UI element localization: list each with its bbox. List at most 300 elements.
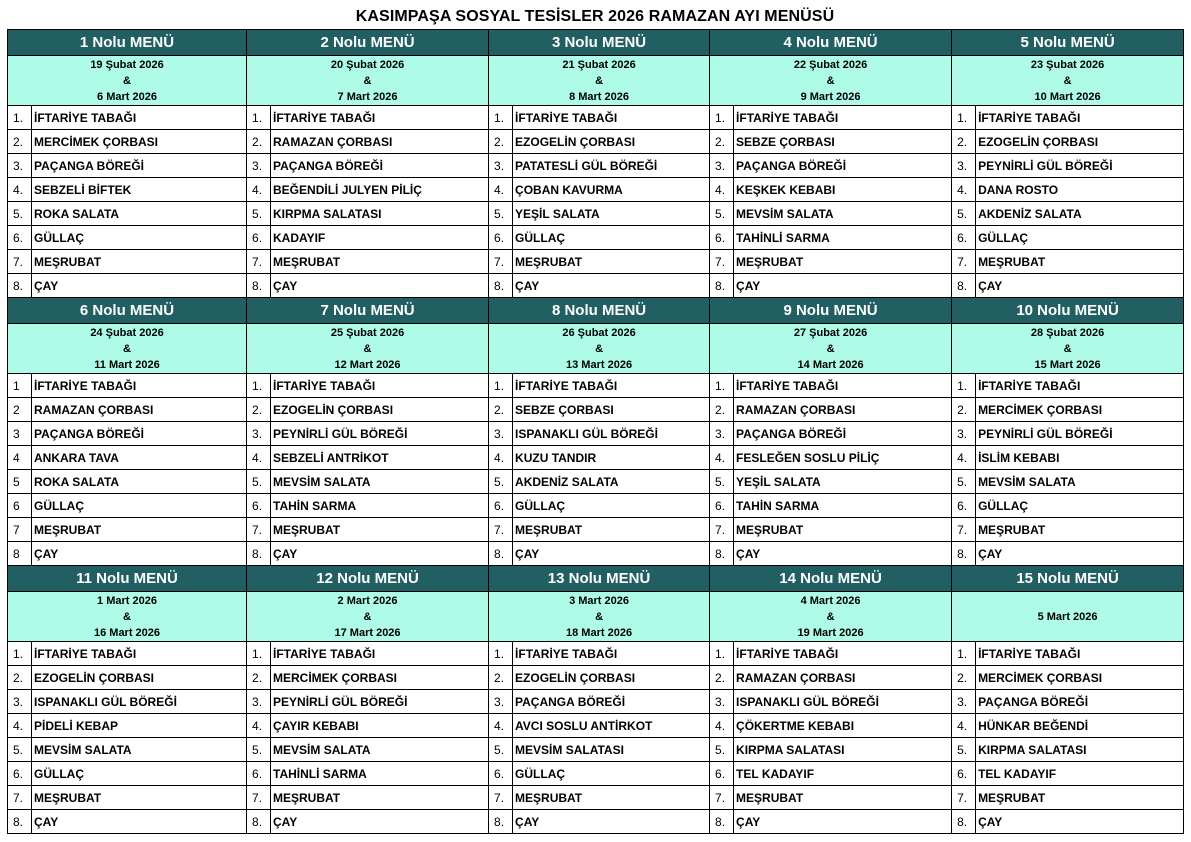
menu-item-row [8,690,1184,714]
menu-table [7,29,1184,834]
item-dish: MEŞRUBAT [271,518,489,542]
menu-dates [489,324,710,374]
item-number: 3. [489,154,513,178]
item-number: 8. [247,810,271,834]
item-dish: İFTARİYE TABAĞI [734,374,952,398]
item-number: 4. [247,714,271,738]
menu-date-line: 5 Mart 2026 [1037,610,1098,623]
item-dish: EZOGELİN ÇORBASI [513,666,710,690]
item-number: 6. [247,762,271,786]
menu-sheet [7,4,1183,834]
menu-item-row [8,226,1184,250]
menu-date-line: 16 Mart 2026 [93,626,161,639]
item-number: 3. [952,422,976,446]
item-dish: MEŞRUBAT [976,250,1184,274]
item-number: 4. [247,178,271,202]
menu-item-row [8,714,1184,738]
item-dish: ÇAY [32,810,247,834]
item-dish: ÇAY [513,810,710,834]
item-number: 6. [710,226,734,250]
menu-date-line: & [363,74,372,87]
menu-date-line: & [595,342,604,355]
menu-dates [247,324,489,374]
item-number: 4. [952,446,976,470]
item-number: 6. [952,226,976,250]
item-number: 2. [952,398,976,422]
item-number: 6. [952,494,976,518]
menu-date-line: 17 Mart 2026 [334,626,401,639]
item-number: 3. [489,422,513,446]
item-dish: İFTARİYE TABAĞI [976,642,1184,666]
item-dish: MEŞRUBAT [734,250,952,274]
item-number: 2. [489,130,513,154]
item-dish: RAMAZAN ÇORBASI [734,666,952,690]
item-number: 7. [489,786,513,810]
menu-dates [710,324,952,374]
item-number: 1. [8,106,32,130]
item-number: 5. [710,738,734,762]
menu-dates [710,56,952,106]
item-number: 5. [952,738,976,762]
item-dish: TAHİNLİ SARMA [734,226,952,250]
menu-date-line: 24 Şubat 2026 [90,326,164,339]
item-number: 2. [710,130,734,154]
item-number: 2. [710,398,734,422]
item-number: 4. [489,446,513,470]
item-number: 8. [710,274,734,298]
menu-date-line: & [123,74,131,87]
item-number: 3. [247,690,271,714]
menu-date-line: 15 Mart 2026 [1034,358,1101,371]
menu-title: 8 Nolu MENÜ [489,298,710,324]
item-number: 4. [710,446,734,470]
menu-title: 12 Nolu MENÜ [247,566,489,592]
item-dish: YEŞİL SALATA [513,202,710,226]
item-dish: GÜLLAÇ [513,762,710,786]
menu-dates-row [8,324,1184,374]
menu-dates [952,324,1184,374]
menu-date-line: 22 Şubat 2026 [793,58,868,71]
item-dish: MEŞRUBAT [734,786,952,810]
item-number: 2. [8,666,32,690]
menu-item-row [8,446,1184,470]
item-dish: İFTARİYE TABAĞI [271,374,489,398]
item-number: 8. [710,542,734,566]
item-dish: ANKARA TAVA [32,446,247,470]
item-dish: ROKA SALATA [32,470,247,494]
item-number: 5. [710,470,734,494]
menu-title: 9 Nolu MENÜ [710,298,952,324]
menu-title: 7 Nolu MENÜ [247,298,489,324]
item-dish: ÇAY [734,274,952,298]
item-dish: ÇAY [976,542,1184,566]
item-number: 8. [247,542,271,566]
menu-date-line: 10 Mart 2026 [1034,90,1101,103]
item-number: 3. [952,690,976,714]
item-number: 7. [952,250,976,274]
menu-date-line: 13 Mart 2026 [566,358,633,371]
item-dish: MEŞRUBAT [734,518,952,542]
menu-item-row [8,786,1184,810]
menu-title: 4 Nolu MENÜ [710,30,952,56]
menu-item-row [8,518,1184,542]
menu-title: 14 Nolu MENÜ [710,566,952,592]
item-dish: GÜLLAÇ [32,762,247,786]
item-number: 5. [247,202,271,226]
item-number: 7. [710,518,734,542]
item-dish: İSLİM KEBABI [976,446,1184,470]
menu-item-row [8,762,1184,786]
item-dish: RAMAZAN ÇORBASI [271,130,489,154]
menu-date-line: 14 Mart 2026 [797,358,864,371]
item-number: 6. [489,762,513,786]
item-dish: PAÇANGA BÖREĞİ [513,690,710,714]
item-dish: RAMAZAN ÇORBASI [32,398,247,422]
item-dish: TAHİN SARMA [734,494,952,518]
item-number: 6. [8,226,32,250]
item-number: 5. [489,738,513,762]
item-number: 5. [952,470,976,494]
item-dish: PEYNİRLİ GÜL BÖREĞİ [976,154,1184,178]
item-dish: TEL KADAYIF [734,762,952,786]
item-number: 2. [489,398,513,422]
menu-item-row [8,642,1184,666]
item-dish: ÇAY [32,274,247,298]
item-dish: İFTARİYE TABAĞI [271,642,489,666]
item-dish: MEVSİM SALATASI [513,738,710,762]
menu-item-row [8,274,1184,298]
menu-dates [8,56,247,106]
menu-date-line: & [826,74,835,87]
item-dish: İFTARİYE TABAĞI [513,642,710,666]
item-number: 7. [952,518,976,542]
menu-item-row [8,422,1184,446]
menu-title: 5 Nolu MENÜ [952,30,1184,56]
item-dish: FESLEĞEN SOSLU PİLİÇ [734,446,952,470]
item-dish: ÇAY [513,274,710,298]
item-dish: MERCİMEK ÇORBASI [271,666,489,690]
menu-item-row [8,178,1184,202]
item-number: 1. [8,642,32,666]
item-dish: AKDENİZ SALATA [513,470,710,494]
menu-dates [247,56,489,106]
item-dish: İFTARİYE TABAĞI [976,106,1184,130]
menu-date-line: 8 Mart 2026 [569,90,629,103]
item-number: 1. [952,374,976,398]
item-dish: PEYNİRLİ GÜL BÖREĞİ [271,690,489,714]
menu-item-row [8,202,1184,226]
item-dish: MEVSİM SALATA [976,470,1184,494]
item-number: 7. [489,250,513,274]
item-number: 7 [8,518,32,542]
item-number: 1. [489,106,513,130]
item-number: 5. [952,202,976,226]
menu-date-line: & [363,610,372,623]
menu-dates [710,592,952,642]
item-number: 3. [710,422,734,446]
item-number: 2. [247,398,271,422]
menu-dates-row [8,592,1184,642]
menu-header-row [8,566,1184,592]
item-dish: İFTARİYE TABAĞI [976,374,1184,398]
item-dish: ROKA SALATA [32,202,247,226]
item-dish: EZOGELİN ÇORBASI [32,666,247,690]
item-number: 3 [8,422,32,446]
item-number: 6. [8,762,32,786]
item-dish: MEVSİM SALATA [32,738,247,762]
item-dish: ÇAY [271,542,489,566]
menu-date-line: & [1063,342,1072,355]
item-number: 4. [710,178,734,202]
item-number: 1. [489,374,513,398]
item-dish: EZOGELİN ÇORBASI [271,398,489,422]
item-dish: MEŞRUBAT [271,250,489,274]
item-dish: İFTARİYE TABAĞI [734,642,952,666]
item-dish: ÇOBAN KAVURMA [513,178,710,202]
item-number: 5. [710,202,734,226]
menu-title: 10 Nolu MENÜ [952,298,1184,324]
item-dish: AKDENİZ SALATA [976,202,1184,226]
item-number: 7. [8,786,32,810]
menu-date-line: & [595,610,604,623]
item-dish: GÜLLAÇ [32,226,247,250]
item-dish: ÇAY [734,542,952,566]
item-dish: MEŞRUBAT [271,786,489,810]
item-dish: PAÇANGA BÖREĞİ [734,154,952,178]
item-dish: EZOGELİN ÇORBASI [513,130,710,154]
item-dish: MEŞRUBAT [32,250,247,274]
item-number: 4. [8,178,32,202]
item-dish: İFTARİYE TABAĞI [734,106,952,130]
item-dish: ISPANAKLI GÜL BÖREĞİ [32,690,247,714]
menu-date-line: & [826,342,835,355]
item-number: 3. [247,422,271,446]
item-dish: PEYNİRLİ GÜL BÖREĞİ [976,422,1184,446]
item-number: 2. [710,666,734,690]
item-dish: ÇAY [271,274,489,298]
item-number: 8. [247,274,271,298]
menu-date-line: 9 Mart 2026 [800,90,861,103]
menu-item-row [8,810,1184,834]
item-dish: MEŞRUBAT [32,786,247,810]
item-number: 5. [247,470,271,494]
menu-date-line: 7 Mart 2026 [337,90,398,103]
menu-dates-row [8,56,1184,106]
item-number: 6. [489,494,513,518]
menu-date-line: & [363,342,372,355]
item-number: 6 [8,494,32,518]
item-dish: KUZU TANDIR [513,446,710,470]
item-dish: GÜLLAÇ [976,226,1184,250]
item-dish: TAHİN SARMA [271,494,489,518]
item-number: 8. [489,274,513,298]
item-number: 6. [247,494,271,518]
item-dish: İFTARİYE TABAĞI [271,106,489,130]
item-number: 4. [8,714,32,738]
menu-date-line: 1 Mart 2026 [97,594,157,607]
item-dish: İFTARİYE TABAĞI [32,642,247,666]
menu-header-row [8,30,1184,56]
item-dish: PATATESLİ GÜL BÖREĞİ [513,154,710,178]
item-number: 6. [710,494,734,518]
menu-date-line: 28 Şubat 2026 [1030,326,1105,339]
item-number: 1. [952,106,976,130]
item-dish: PAÇANGA BÖREĞİ [32,422,247,446]
item-dish: ISPANAKLI GÜL BÖREĞİ [734,690,952,714]
menu-date-line: & [826,610,835,623]
menu-dates [952,56,1184,106]
item-number: 2. [8,130,32,154]
item-number: 3. [8,154,32,178]
menu-item-row [8,374,1184,398]
item-dish: MERCİMEK ÇORBASI [976,398,1184,422]
item-number: 3. [8,690,32,714]
item-number: 2. [489,666,513,690]
menu-date-line: 3 Mart 2026 [569,594,629,607]
item-number: 4. [952,178,976,202]
item-dish: SEBZE ÇORBASI [734,130,952,154]
item-dish: PAÇANGA BÖREĞİ [734,422,952,446]
item-number: 8. [952,274,976,298]
menu-item-row [8,154,1184,178]
item-dish: ÇAY [32,542,247,566]
menu-item-row [8,398,1184,422]
item-dish: PAÇANGA BÖREĞİ [271,154,489,178]
item-dish: PEYNİRLİ GÜL BÖREĞİ [271,422,489,446]
item-number: 4. [489,714,513,738]
item-dish: MEVSİM SALATA [271,738,489,762]
item-number: 2. [952,666,976,690]
item-number: 5. [489,202,513,226]
menu-date-line: & [595,74,604,87]
item-number: 6. [247,226,271,250]
item-dish: PİDELİ KEBAP [32,714,247,738]
item-number: 1. [247,374,271,398]
menu-title: 15 Nolu MENÜ [952,566,1184,592]
item-number: 1. [247,106,271,130]
item-dish: KIRPMA SALATASI [271,202,489,226]
item-dish: TAHİNLİ SARMA [271,762,489,786]
item-number: 2 [8,398,32,422]
item-number: 3. [710,154,734,178]
item-dish: EZOGELİN ÇORBASI [976,130,1184,154]
menu-title: 6 Nolu MENÜ [8,298,247,324]
item-number: 4. [247,446,271,470]
menu-title: 3 Nolu MENÜ [489,30,710,56]
menu-date-line: 11 Mart 2026 [94,358,160,371]
item-dish: SEBZELİ ANTRİKOT [271,446,489,470]
item-number: 8. [8,810,32,834]
item-dish: MERCİMEK ÇORBASI [32,130,247,154]
menu-item-row [8,494,1184,518]
menu-dates [489,56,710,106]
item-number: 3. [489,690,513,714]
menu-dates [8,324,247,374]
menu-date-line: 6 Mart 2026 [97,90,157,103]
item-number: 5. [489,470,513,494]
item-number: 8. [489,810,513,834]
item-dish: MERCİMEK ÇORBASI [976,666,1184,690]
menu-item-row [8,542,1184,566]
item-number: 1. [710,642,734,666]
item-dish: KIRPMA SALATASI [976,738,1184,762]
menu-date-line: 2 Mart 2026 [337,594,398,607]
menu-date-line: 20 Şubat 2026 [330,58,405,71]
item-dish: GÜLLAÇ [32,494,247,518]
item-number: 7. [8,250,32,274]
menu-date-line: 27 Şubat 2026 [793,326,868,339]
menu-title: 1 Nolu MENÜ [8,30,247,56]
item-number: 1. [710,374,734,398]
item-number: 5. [8,202,32,226]
item-number: 1. [247,642,271,666]
item-number: 3. [247,154,271,178]
item-number: 2. [247,130,271,154]
item-dish: MEŞRUBAT [976,518,1184,542]
menu-item-row [8,250,1184,274]
menu-date-line: & [123,610,131,623]
item-dish: ÇAY [734,810,952,834]
item-number: 4. [489,178,513,202]
item-number: 6. [489,226,513,250]
item-dish: GÜLLAÇ [976,494,1184,518]
menu-date-line: 19 Mart 2026 [797,626,864,639]
item-number: 8. [8,274,32,298]
item-number: 2. [952,130,976,154]
item-number: 1. [952,642,976,666]
item-number: 3. [710,690,734,714]
item-number: 8. [952,542,976,566]
item-dish: İFTARİYE TABAĞI [32,374,247,398]
item-dish: BEĞENDİLİ JULYEN PİLİÇ [271,178,489,202]
menu-date-line: 18 Mart 2026 [566,626,633,639]
item-number: 3. [952,154,976,178]
menu-dates [247,592,489,642]
menu-date-line: 25 Şubat 2026 [330,326,405,339]
item-number: 7. [247,786,271,810]
menu-date-line: 23 Şubat 2026 [1030,58,1105,71]
item-number: 7. [710,786,734,810]
menu-date-line: & [1063,74,1072,87]
menu-date-line: 19 Şubat 2026 [90,58,164,71]
item-dish: MEVSİM SALATA [734,202,952,226]
item-dish: YEŞİL SALATA [734,470,952,494]
menu-title: 2 Nolu MENÜ [247,30,489,56]
item-dish: HÜNKAR BEĞENDİ [976,714,1184,738]
item-dish: MEŞRUBAT [32,518,247,542]
menu-item-row [8,738,1184,762]
item-dish: RAMAZAN ÇORBASI [734,398,952,422]
item-number: 2. [247,666,271,690]
item-dish: ÇÖKERTME KEBABI [734,714,952,738]
item-dish: SEBZE ÇORBASI [513,398,710,422]
item-dish: PAÇANGA BÖREĞİ [976,690,1184,714]
item-number: 7. [247,518,271,542]
item-dish: MEŞRUBAT [513,250,710,274]
item-number: 4. [710,714,734,738]
item-number: 7. [247,250,271,274]
item-dish: MEŞRUBAT [513,518,710,542]
item-dish: İFTARİYE TABAĞI [32,106,247,130]
menu-date-line: 12 Mart 2026 [334,358,401,371]
item-dish: KEŞKEK KEBABI [734,178,952,202]
item-dish: DANA ROSTO [976,178,1184,202]
item-number: 6. [710,762,734,786]
menu-item-row [8,130,1184,154]
item-dish: AVCI SOSLU ANTİRKOT [513,714,710,738]
menu-title: 13 Nolu MENÜ [489,566,710,592]
item-dish: İFTARİYE TABAĞI [513,374,710,398]
